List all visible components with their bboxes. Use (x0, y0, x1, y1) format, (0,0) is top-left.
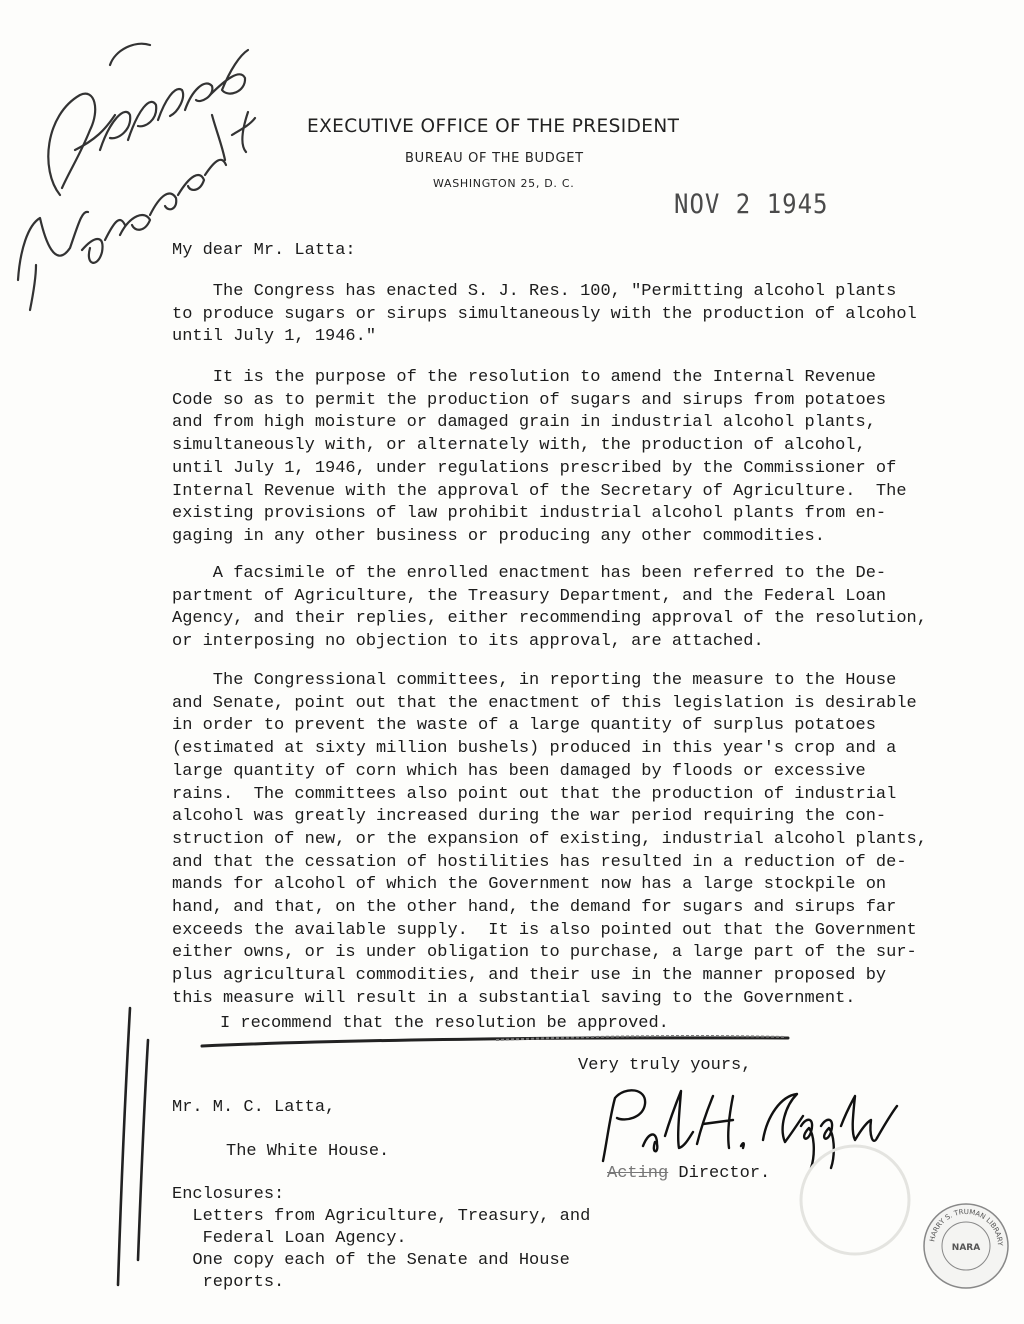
enclosure-item: reports. (172, 1273, 285, 1292)
paragraph-line: alcohol was greatly increased during the war period requiring the con- (172, 807, 887, 827)
enclosure-item: Letters from Agriculture, Treasury, and (172, 1207, 591, 1226)
paragraph-line: Internal Revenue with the approval of the Secretary of Agriculture. The (172, 481, 907, 501)
paragraph-line: Agency, and their replies, either recommending approval of the resolution, (172, 609, 927, 629)
paragraph-line: The Congress has enacted S. J. Res. 100, "Permitting alcohol plants (172, 282, 897, 301)
body-paragraph-3 (172, 563, 927, 654)
paragraph-line: this measure will result in a substantial saving to the Government. (172, 988, 856, 1008)
body-paragraph-1 (172, 281, 917, 349)
paragraph-line: in order to prevent the waste of a large quantity of surplus potatoes (172, 716, 876, 736)
recommendation: I recommend that the resolution be approved. (220, 1014, 669, 1033)
paragraph-line: until July 1, 1946, under regulations prescribed by the Commissioner of (172, 458, 897, 478)
margin-check-marks (108, 1000, 158, 1300)
handwritten-approval-note (0, 20, 280, 320)
paragraph-line: existing provisions of law prohibit industrial alcohol plants from en- (172, 504, 887, 524)
paragraph-line: or interposing no objection to its approval, are attached. (172, 632, 764, 652)
paragraph-line: (estimated at sixty million bushels) produced in this year's crop and a (172, 739, 897, 759)
recipient-place: The White House. (226, 1142, 390, 1161)
paragraph-line: to produce sugars or sirups simultaneously with the production of alcohol (172, 304, 917, 324)
paragraph-line: struction of new, or the expansion of existing, industrial alcohol plants, (172, 829, 927, 849)
seal-ring-text: HARRY S. TRUMAN LIBRARY (928, 1207, 1005, 1247)
enclosure-item: Federal Loan Agency. (172, 1229, 407, 1248)
recommendation-underline (196, 1032, 796, 1052)
paragraph-line: until July 1, 1946." (172, 327, 377, 347)
signer-title-text: Director. (678, 1164, 771, 1183)
paragraph-line: The Congressional committees, in reporting the measure to the House (172, 671, 897, 690)
enclosure-item: One copy each of the Senate and House (172, 1251, 570, 1270)
body-paragraph-4 (172, 670, 927, 1011)
paragraph-line: and Senate, point out that the enactment of this legislation is desirable (172, 693, 917, 713)
salutation: My dear Mr. Latta: (172, 241, 356, 260)
enclosures-block (172, 1184, 590, 1294)
recipient-name: Mr. M. C. Latta, (172, 1098, 336, 1117)
paragraph-line: and that the cessation of hostilities has resulted in a reduction of de- (172, 852, 907, 872)
archive-library-seal (920, 1200, 1012, 1292)
embossed-seal-impression (795, 1140, 915, 1260)
letterhead-bureau: BUREAU OF THE BUDGET (405, 151, 584, 166)
body-paragraph-2 (172, 367, 907, 549)
date-stamp: NOV 2 1945 (674, 188, 829, 220)
paragraph-line: It is the purpose of the resolution to amend the Internal Revenue (172, 368, 876, 387)
paragraph-line: exceeds the available supply. It is also pointed out that the Government (172, 920, 917, 940)
paragraph-line: partment of Agriculture, the Treasury Department, and the Federal Loan (172, 586, 887, 606)
paragraph-line: Code so as to permit the production of sugars and sirups from potatoes (172, 390, 887, 410)
paragraph-line: large quantity of corn which has been damaged by floods or excessive (172, 761, 866, 781)
struck-acting-word: Acting (607, 1164, 669, 1183)
paragraph-line: either owns, or is under obligation to purchase, a large part of the sur- (172, 943, 917, 963)
paragraph-line: gaging in any other business or producing any other commodities. (172, 526, 825, 546)
paragraph-line: and from high moisture or damaged grain in industrial alcohol plants, (172, 413, 876, 433)
closing: Very truly yours, (578, 1056, 752, 1075)
letterhead-office: EXECUTIVE OFFICE OF THE PRESIDENT (307, 116, 680, 137)
enclosures-label: Enclosures: (172, 1185, 285, 1204)
paragraph-line: mands for alcohol of which the Government now has a large stockpile on (172, 875, 887, 895)
letterhead-location: WASHINGTON 25, D. C. (433, 177, 575, 190)
signer-title (607, 1164, 770, 1183)
paragraph-line: rains. The committees also point out that the production of industrial (172, 784, 897, 804)
paragraph-line: plus agricultural commodities, and their use in the manner proposed by (172, 966, 887, 986)
paragraph-line: hand, and that, on the other hand, the demand for sugars and sirups far (172, 898, 897, 918)
seal-center-text: NARA (951, 1243, 981, 1253)
paragraph-line: A facsimile of the enrolled enactment has been referred to the De- (172, 564, 887, 583)
paragraph-line: simultaneously with, or alternately with, the production of alcohol, (172, 436, 866, 456)
